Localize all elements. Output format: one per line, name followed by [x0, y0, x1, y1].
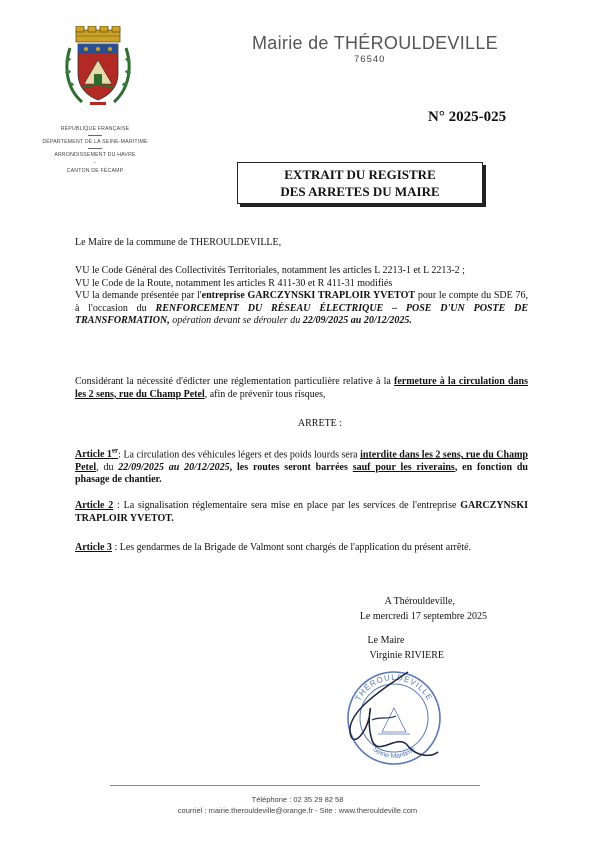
divider [88, 148, 102, 149]
stamp-bottom-text: Seine Maritime [371, 745, 417, 761]
visas-block [75, 265, 528, 328]
intro-text: Le Maire de la commune de THEROULDEVILLE, [75, 237, 282, 248]
signature-role: Le Maire [367, 635, 405, 646]
svg-text:THÉROULDEVILLE [354, 673, 435, 703]
stamp-top-text: THÉROULDEVILLE [353, 672, 435, 703]
signature-name: Virginie RIVIERE [369, 650, 444, 661]
official-stamp [338, 662, 450, 774]
divider [88, 135, 102, 136]
arrondissement-label: ARRONDISSEMENT DU HAVRE [54, 152, 136, 158]
considerant-text: Considérant la nécessité d'édicter une réglementation particulière relative à la fermeture à la circulation dans les 2 sens, rue du Champ Petel, afin de prévenir tous risques, [75, 376, 529, 400]
considerant-block [75, 376, 528, 401]
mural-crown [76, 26, 120, 42]
footer-contact: courriel : mairie.therouldeville@orange.fr - Site : www.therouldeville.com [177, 806, 418, 815]
departement-label: DÉPARTEMENT DE LA SEINE-MARITIME [42, 139, 148, 145]
visa-code-route: VU le Code de la Route, notamment les articles R 411-30 et R 411-31 modifiés [75, 277, 393, 289]
title-box [237, 162, 483, 204]
article-2-label: Article 2 [75, 500, 114, 511]
intro-line [75, 237, 528, 250]
mairie-title: Mairie de THÉROULDEVILLE [252, 33, 498, 53]
article-1-label: Article 1er [75, 447, 119, 461]
footer-divider [110, 785, 480, 786]
visa-demande: VU la demande présentée par l'entreprise GARCZYNSKI TRAPLOIR YVETOT pour le compte du SDE 76, à l'occasion du RENFORCEMENT DU RÉSEAU ÉLECTRIQUE – POSE D'UN POSTE DE TRANSFORMATION, opération devant se dérouler du 22/09/2025 au 20/12/2025. [75, 290, 528, 326]
footer-phone: Téléphone : 02 35 29 82 58 [251, 795, 344, 804]
title-line-1: EXTRAIT DU REGISTRE [284, 167, 436, 182]
signature-place: A Thérouldeville, [384, 596, 455, 607]
postal-code: 76540 [354, 54, 386, 65]
title-line-2: DES ARRETES DU MAIRE [280, 184, 440, 199]
article-3: Article 3 : Les gendarmes de la Brigade de Valmont sont chargés de l'application du présent arrêté. [75, 542, 472, 553]
shield [78, 44, 118, 100]
municipal-coat-of-arms [64, 26, 132, 108]
administrative-header [20, 126, 170, 174]
dash-separator: - [94, 160, 96, 166]
visa-cgct: VU le Code Général des Collectivités Territoriales, notamment les articles L 2213-1 et L 2213-2 ; [75, 265, 465, 276]
article-3-label: Article 3 [75, 542, 112, 553]
article-2: Article 2 : La signalisation réglementaire sera mise en place par les services de l'entreprise GARCZYNSKI TRAPLOIR YVETOT. [75, 500, 528, 524]
arrete-heading: ARRETE : [297, 418, 343, 429]
signature-date: Le mercredi 17 septembre 2025 [359, 611, 487, 622]
republique-label: RÉPUBLIQUE FRANÇAISE [60, 126, 130, 132]
canton-label: CANTON DE FÉCAMP [66, 168, 124, 174]
arrete-number: N° 2025-025 [428, 109, 507, 125]
article-1: Article 1er: La circulation des véhicules légers et des poids lourds sera interdite dans les 2 sens, rue du Champ Petel, du 22/09/2025 au 20/12/2025, les routes seront barrées sauf pour les riverains, en fonction du phasage de chantier. [75, 447, 528, 486]
